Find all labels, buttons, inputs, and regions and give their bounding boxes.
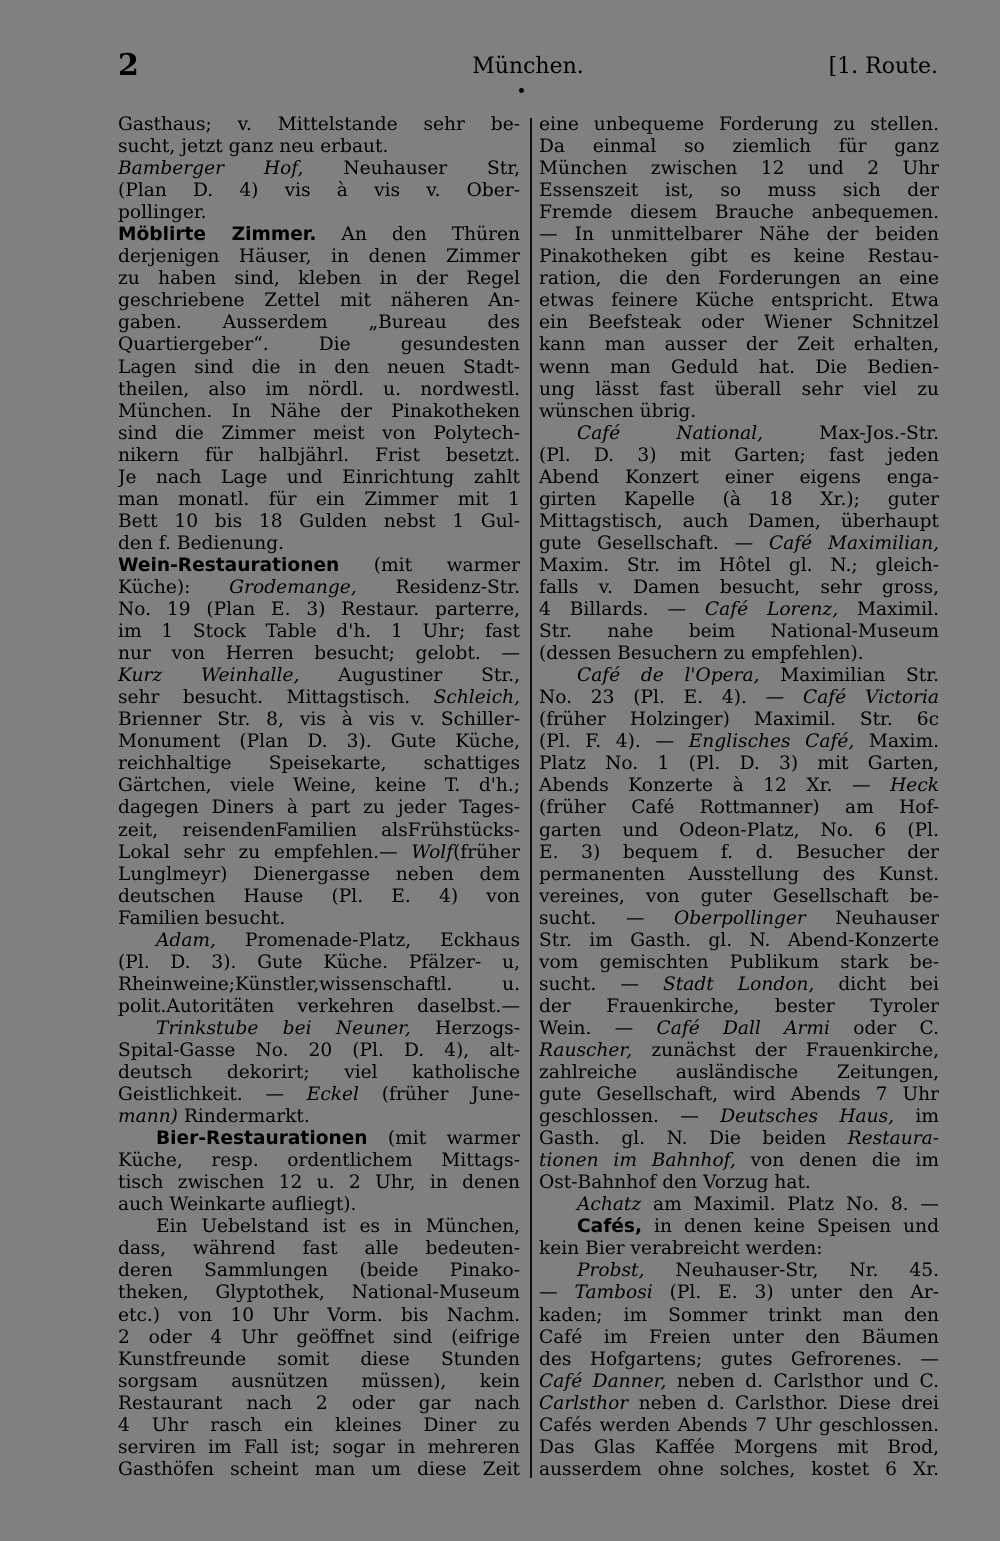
text-line [118, 753, 520, 775]
text-line [118, 533, 520, 555]
text-line [539, 1238, 939, 1260]
text-line [118, 1172, 520, 1194]
line-text: Cafés werden Abends 7 Uhr geschlossen. [539, 1414, 939, 1436]
text-line [118, 952, 520, 974]
line-text: 4 Uhr rasch ein kleines Diner zu [118, 1414, 520, 1436]
place-name: Heck [890, 775, 939, 797]
line-text: zu haben sind, kleben in der Regel [118, 268, 520, 290]
line-text: kein Bier verabreicht werden: [539, 1238, 823, 1260]
text-line [118, 1040, 520, 1062]
text-line [539, 533, 939, 555]
text-line [118, 1216, 520, 1238]
line-text: im [894, 1106, 939, 1128]
line-text: Monument (Plan D. 3). Gute Küche, [118, 731, 520, 753]
line-text: Neuhauser-Str, Nr. 45. [644, 1260, 939, 1282]
place-name: Bamberger Hof, [118, 158, 304, 180]
place-name: Adam, [156, 929, 216, 951]
text-line [118, 423, 520, 445]
place-name: Grodemange, [229, 576, 357, 598]
text-line [539, 445, 939, 467]
text-line [539, 820, 939, 842]
line-text: Augustiner Str., [299, 665, 520, 687]
line-text: des Hofgartens; gutes Gefrorenes. — [539, 1348, 939, 1370]
text-line [118, 1371, 520, 1393]
line-text: Küche, resp. ordentlichem Mittags- [118, 1150, 520, 1172]
line-text: (dessen Besuchern zu empfehlen). [539, 643, 864, 665]
section-heading: Cafés, [577, 1216, 643, 1238]
place-name: Café Maximilian, [768, 532, 939, 554]
text-line [539, 974, 939, 996]
line-text: man monatl. für ein Zimmer mit 1 [118, 488, 520, 510]
text-line [118, 775, 520, 797]
text-line [118, 1349, 520, 1371]
text-line [539, 290, 939, 312]
route-label: [1. Route. [828, 54, 938, 79]
text-line [539, 1371, 939, 1393]
text-line [118, 312, 520, 334]
line-text: garten und Odeon-Platz, No. 6 (Pl. [539, 819, 939, 841]
text-line [118, 158, 520, 180]
line-text: Rheinweine;Künstler,wissenschaftl. u. [118, 973, 520, 995]
text-line [118, 1327, 520, 1349]
line-text: No. 19 (Plan E. 3) Restaur. parterre, [118, 599, 520, 621]
text-line [539, 268, 939, 290]
line-text: kaden; im Sommer trinkt man den [539, 1304, 939, 1326]
text-line [118, 820, 520, 842]
line-text: wünschen übrig. [539, 400, 697, 422]
text-line [539, 1150, 939, 1172]
text-line [539, 1062, 939, 1084]
line-text: Geistlichkeit. — [118, 1084, 307, 1106]
place-name: Achatz [577, 1194, 642, 1216]
line-text: Restaurant nach 2 oder gar nach [118, 1392, 520, 1414]
line-text: permanenten Ausstellung des Kunst. [539, 863, 939, 885]
left-column [118, 114, 520, 1481]
line-text: oder C. [830, 1017, 939, 1039]
text-line [118, 621, 520, 643]
place-name: Café Danner, [539, 1370, 667, 1392]
line-text: falls v. Damen besucht, sehr gross, [539, 576, 939, 598]
line-text: Lagen sind die in den neuen Stadt- [118, 356, 520, 378]
text-line [539, 1393, 939, 1415]
line-text: sorgsam ausnützen müssen), kein [118, 1370, 520, 1392]
text-line [118, 731, 520, 753]
text-line [118, 886, 520, 908]
line-text: ausserdem ohne solches, kostet 6 Xr. [539, 1458, 939, 1480]
line-text: Brienner Str. 8, vis à vis v. Schiller- [118, 709, 520, 731]
line-text: den f. Bedienung. [118, 532, 285, 554]
line-text: München. In Nähe der Pinakotheken [118, 400, 520, 422]
line-text: Maximilian Str. [759, 665, 939, 687]
line-text: — In unmittelbarer Nähe der beiden [539, 224, 939, 246]
line-text: (Plan D. 4) vis à vis v. Ober- [118, 180, 520, 202]
text-line [118, 1238, 520, 1260]
line-text: (früher Holzinger) Maximil. Str. 6c [539, 709, 939, 731]
text-line [118, 709, 520, 731]
line-text: Pinakotheken gibt es keine Restau- [539, 246, 939, 268]
line-text: zeit, reisendenFamilien alsFrühstücks- [118, 819, 520, 841]
line-text: Lunglmeyr) Dienergasse neben dem [118, 863, 520, 885]
place-name: Trinkstube bei Neuner, [156, 1017, 411, 1039]
line-text: theken, Glyptothek, National-Museum [118, 1282, 520, 1304]
line-text: polit.Autoritäten verkehren daselbst.— [118, 995, 520, 1017]
text-line [539, 1327, 939, 1349]
place-name: Café Dall Armi [656, 1017, 831, 1039]
line-text: ration, die den Forderungen an eine [539, 268, 939, 290]
text-line [539, 908, 939, 930]
line-text: neben d. Carlsthor. Diese drei [628, 1392, 939, 1414]
section-heading: Bier-Restaurationen [156, 1128, 368, 1150]
line-text: neben d. Carlsthor und C. [666, 1370, 939, 1392]
text-line [539, 114, 939, 136]
text-line [118, 180, 520, 202]
line-text: kann man ausser der Zeit erhalten, [539, 334, 939, 356]
line-text: Je nach Lage und Einrichtung zahlt [118, 466, 520, 488]
text-line [118, 797, 520, 819]
text-line [539, 952, 939, 974]
text-line [539, 577, 939, 599]
place-name: Café National, [577, 422, 764, 444]
line-text: Familien besucht. [118, 907, 286, 929]
line-text: sucht. — [539, 973, 664, 995]
text-line [118, 1415, 520, 1437]
place-name: Café Victoria [802, 687, 939, 709]
text-line [118, 1260, 520, 1282]
line-text: Abends Konzerte à 12 Xr. — [539, 775, 891, 797]
line-text: vereines, von guter Gesellschaft be- [539, 885, 939, 907]
text-line [539, 555, 939, 577]
line-text: Maxim. [854, 731, 939, 753]
text-line [118, 577, 520, 599]
line-text: im 1 Stock Table d'h. 1 Uhr; fast [118, 621, 520, 643]
line-text: ung lässt fast überall sehr viel zu [539, 378, 939, 400]
place-name: Restaura- [847, 1128, 939, 1150]
place-name: Carlsthor [539, 1392, 629, 1414]
text-line [539, 489, 939, 511]
line-text: auch Weinkarte aufliegt). [118, 1194, 357, 1216]
line-text: eine unbequeme Forderung zu stellen. [539, 114, 939, 135]
place-name: tionen im Bahnhof, [539, 1150, 736, 1172]
line-text: 4 Billards. — [539, 599, 705, 621]
text-line [118, 1128, 520, 1150]
text-line [118, 357, 520, 379]
line-text: 2 oder 4 Uhr geöffnet sind (eifrige [118, 1326, 520, 1348]
text-line [118, 1150, 520, 1172]
line-text: Essenszeit ist, so muss sich der [539, 180, 939, 202]
line-text: Str. im Gasth. gl. N. Abend-Konzerte [539, 929, 939, 951]
text-line [118, 445, 520, 467]
line-text: (Pl. E. 3) unter den Ar- [652, 1282, 939, 1304]
text-line [539, 621, 939, 643]
line-text: tisch zwischen 12 u. 2 Uhr, in denen [118, 1172, 520, 1194]
line-text: deutschen Hause (Pl. E. 4) von [118, 885, 520, 907]
line-text: dicht bei [814, 973, 939, 995]
line-text: vom gemischten Publikum stark be- [539, 951, 939, 973]
text-line [539, 842, 939, 864]
text-line [539, 886, 939, 908]
line-text: dagegen Diners à part zu jeder Tages- [118, 797, 520, 819]
line-text: etwas feinere Küche entspricht. Etwa [539, 290, 939, 312]
text-line [539, 797, 939, 819]
line-text: Lokal sehr zu empfehlen.— [118, 841, 412, 863]
text-line [118, 511, 520, 533]
line-text: sucht. — [539, 907, 674, 929]
text-line [539, 1216, 939, 1238]
text-line [118, 930, 520, 952]
line-text: München zwischen 12 und 2 Uhr [539, 158, 939, 180]
line-text: Gärtchen, viele Weine, keine T. d'h.; [118, 775, 520, 797]
text-line [118, 555, 520, 577]
line-text: pollinger. [118, 202, 207, 224]
text-line [539, 1459, 939, 1481]
place-name: Stadt London, [663, 973, 815, 995]
place-name: Eckel [306, 1084, 359, 1106]
line-text: Gasthaus; v. Mittelstande sehr be- [118, 114, 520, 135]
line-text: Platz No. 1 (Pl. D. 3) mit Garten, [539, 753, 939, 775]
line-text: von denen die im [735, 1150, 939, 1172]
text-line [539, 467, 939, 489]
text-line [118, 996, 520, 1018]
text-line [118, 334, 520, 356]
text-line [539, 136, 939, 158]
line-text: deutsch dekorirt; viel katholische [118, 1062, 520, 1084]
text-line [118, 1106, 520, 1128]
line-text: in denen keine Speisen und [642, 1216, 939, 1238]
column-divider [530, 118, 532, 1478]
line-text: (früher [453, 841, 520, 863]
text-line [539, 1106, 939, 1128]
line-text: Mittagstisch, auch Damen, überhaupt [539, 510, 939, 532]
line-text: Bett 10 bis 18 Gulden nebst 1 Gul- [118, 510, 520, 532]
page-number: 2 [118, 48, 139, 83]
line-text: geschlossen. — [539, 1106, 721, 1128]
text-line [118, 842, 520, 864]
section-heading: Möblirte Zimmer. [118, 224, 317, 246]
line-text: — [539, 1282, 575, 1304]
line-text: reichhaltige Speisekarte, schattiges [118, 753, 520, 775]
line-text: gute Gesellschaft, wird Abends 7 Uhr [539, 1084, 939, 1106]
line-text: Str. nahe beim National-Museum [539, 621, 939, 643]
place-name: Café de l'Opera, [577, 665, 760, 687]
line-text: (früher Café Rottmanner) am Hof- [539, 797, 939, 819]
line-text: nikern für halbjährl. Frist besetzt. [118, 444, 520, 466]
text-line [118, 202, 520, 224]
text-line [539, 775, 939, 797]
section-heading: Wein-Restaurationen [118, 554, 340, 576]
line-text: E. 3) bequem f. d. Besucher der [539, 841, 939, 863]
text-line [118, 114, 520, 136]
place-name: Wolf [411, 841, 454, 863]
text-line [118, 1062, 520, 1084]
place-name: Englisches Café, [688, 731, 855, 753]
text-line [118, 687, 520, 709]
text-line [539, 202, 939, 224]
text-line [539, 1018, 939, 1040]
text-line [539, 1260, 939, 1282]
line-text: (Pl. D. 3). Gute Küche. Pfälzer- u, [118, 951, 520, 973]
text-line [539, 334, 939, 356]
place-name: Deutsches Haus, [720, 1106, 895, 1128]
text-line [118, 665, 520, 687]
line-text: gaben. Ausserdem „Bureau des [118, 312, 520, 334]
place-name: Tambosi [574, 1282, 653, 1304]
text-line [539, 158, 939, 180]
text-line [118, 1305, 520, 1327]
line-text: Kunstfreunde somit diese Stunden [118, 1348, 520, 1370]
line-text: Residenz-Str. [356, 576, 520, 598]
text-line [539, 1040, 939, 1062]
line-text: Da einmal so ziemlich für ganz [539, 136, 939, 158]
line-text: derjenigen Häuser, in denen Zimmer [118, 246, 520, 268]
text-line [539, 1415, 939, 1437]
line-text: serviren im Fall ist; sogar in mehreren [118, 1436, 520, 1458]
line-text: Küche): [118, 576, 230, 598]
line-text: Max-Jos.-Str. [763, 422, 939, 444]
text-line [539, 709, 939, 731]
line-text: deren Sammlungen (beide Pinako- [118, 1260, 520, 1282]
place-name: Rauscher, [539, 1039, 633, 1061]
line-text: nur von Herren besucht; gelobt. — [118, 643, 520, 665]
text-line [539, 357, 939, 379]
right-column [539, 114, 939, 1481]
page-title: München. [472, 54, 584, 79]
line-text: Maxim. Str. im Hôtel gl. N.; gleich- [539, 554, 939, 576]
text-line [539, 1084, 939, 1106]
text-line [539, 731, 939, 753]
text-line [118, 136, 520, 158]
line-text: sucht, jetzt ganz neu erbaut. [118, 136, 389, 158]
line-text: (früher June- [358, 1084, 520, 1106]
text-line [539, 1349, 939, 1371]
text-line [118, 1437, 520, 1459]
line-text: (mit warmer [367, 1128, 520, 1150]
line-text: ein Beefsteak oder Wiener Schnitzel [539, 312, 939, 334]
text-line [118, 1393, 520, 1415]
line-text: Neuhauser Str, [303, 158, 520, 180]
line-text: etc.) von 10 Uhr Vorm. bis Nachm. [118, 1304, 520, 1326]
place-name: Café Lorenz, [704, 599, 839, 621]
text-line [539, 180, 939, 202]
line-text: Gasthöfen scheint man um diese Zeit [118, 1458, 520, 1480]
text-line [118, 1194, 520, 1216]
text-line [118, 246, 520, 268]
text-line [118, 268, 520, 290]
text-line [539, 224, 939, 246]
text-line [539, 930, 939, 952]
text-line [539, 599, 939, 621]
text-line [539, 1305, 939, 1327]
text-line [539, 643, 939, 665]
text-line [539, 864, 939, 886]
text-line [118, 467, 520, 489]
line-text: zahlreiche ausländische Zeitungen, [539, 1062, 939, 1084]
line-text: Ein Uebelstand ist es in München, [156, 1216, 520, 1238]
line-text: wenn man Geduld hat. Die Bedien- [539, 356, 939, 378]
line-text: Neuhauser [805, 907, 939, 929]
text-line [118, 401, 520, 423]
line-text: Ost-Bahnhof den Vorzug hat. [539, 1172, 811, 1194]
line-text: Maximil. [838, 599, 939, 621]
line-text: Das Glas Kaffée Morgens mit Brod, [539, 1436, 939, 1458]
line-text: Wein. — [539, 1017, 657, 1039]
line-text: Herzogs- [410, 1017, 520, 1039]
text-line [118, 489, 520, 511]
text-line [539, 1437, 939, 1459]
text-line [118, 379, 520, 401]
line-text: girten Kapelle (à 18 Xr.); guter [539, 488, 939, 510]
line-text: Rindermarkt. [177, 1106, 310, 1128]
line-text: Quartiergeber“. Die gesundesten [118, 334, 520, 356]
line-text: (mit warmer [339, 554, 520, 576]
text-line [118, 1459, 520, 1481]
text-line [539, 665, 939, 687]
text-line [118, 1084, 520, 1106]
line-text: am Maximil. Platz No. 8. — [641, 1194, 939, 1216]
line-text: der Frauenkirche, bester Tyroler [539, 995, 939, 1017]
text-line [539, 1282, 939, 1304]
line-text: Fremde diesem Brauche anbequemen. [539, 202, 939, 224]
line-text: sind die Zimmer meist von Polytech- [118, 422, 520, 444]
text-line [118, 599, 520, 621]
text-line [118, 864, 520, 886]
line-text: zunächst der Frauenkirche, [632, 1039, 939, 1061]
text-line [539, 753, 939, 775]
line-text: An den Thüren [316, 224, 520, 246]
line-text: Abend Konzert einer eigens enga- [539, 466, 939, 488]
text-line [118, 1282, 520, 1304]
text-line [539, 1128, 939, 1150]
text-line [118, 974, 520, 996]
place-name: mann) [118, 1106, 178, 1128]
text-line [539, 312, 939, 334]
printer-mark [519, 88, 524, 93]
line-text: dass, während fast alle bedeuten- [118, 1238, 520, 1260]
place-name: Schleich, [433, 687, 520, 709]
text-line [539, 687, 939, 709]
text-line [118, 1018, 520, 1040]
line-text: Promenade-Platz, Eckhaus [215, 929, 520, 951]
text-line [539, 401, 939, 423]
running-header [118, 48, 938, 88]
place-name: Probst, [577, 1260, 645, 1282]
line-text: geschriebene Zettel mit näheren An- [118, 290, 520, 312]
text-line [539, 423, 939, 445]
text-line [118, 290, 520, 312]
text-line [539, 1172, 939, 1194]
line-text: theilen, also im nördl. u. nordwestl. [118, 378, 520, 400]
text-line [118, 643, 520, 665]
text-line [539, 246, 939, 268]
line-text: (Pl. D. 3) mit Garten; fast jeden [539, 444, 939, 466]
line-text: sehr besucht. Mittagstisch. [118, 687, 434, 709]
text-line [118, 224, 520, 246]
text-line [539, 996, 939, 1018]
text-line [539, 379, 939, 401]
line-text: Gasth. gl. N. Die beiden [539, 1128, 848, 1150]
line-text: (Pl. F. 4). — [539, 731, 689, 753]
line-text: Spital-Gasse No. 20 (Pl. D. 4), alt- [118, 1039, 520, 1061]
line-text: gute Gesellschaft. — [539, 532, 769, 554]
place-name: Kurz Weinhalle, [118, 665, 300, 687]
line-text: Café im Freien unter den Bäumen [539, 1326, 939, 1348]
line-text: No. 23 (Pl. E. 4). — [539, 687, 803, 709]
text-line [539, 1194, 939, 1216]
text-line [539, 511, 939, 533]
place-name: Oberpollinger [673, 907, 806, 929]
text-line [118, 908, 520, 930]
